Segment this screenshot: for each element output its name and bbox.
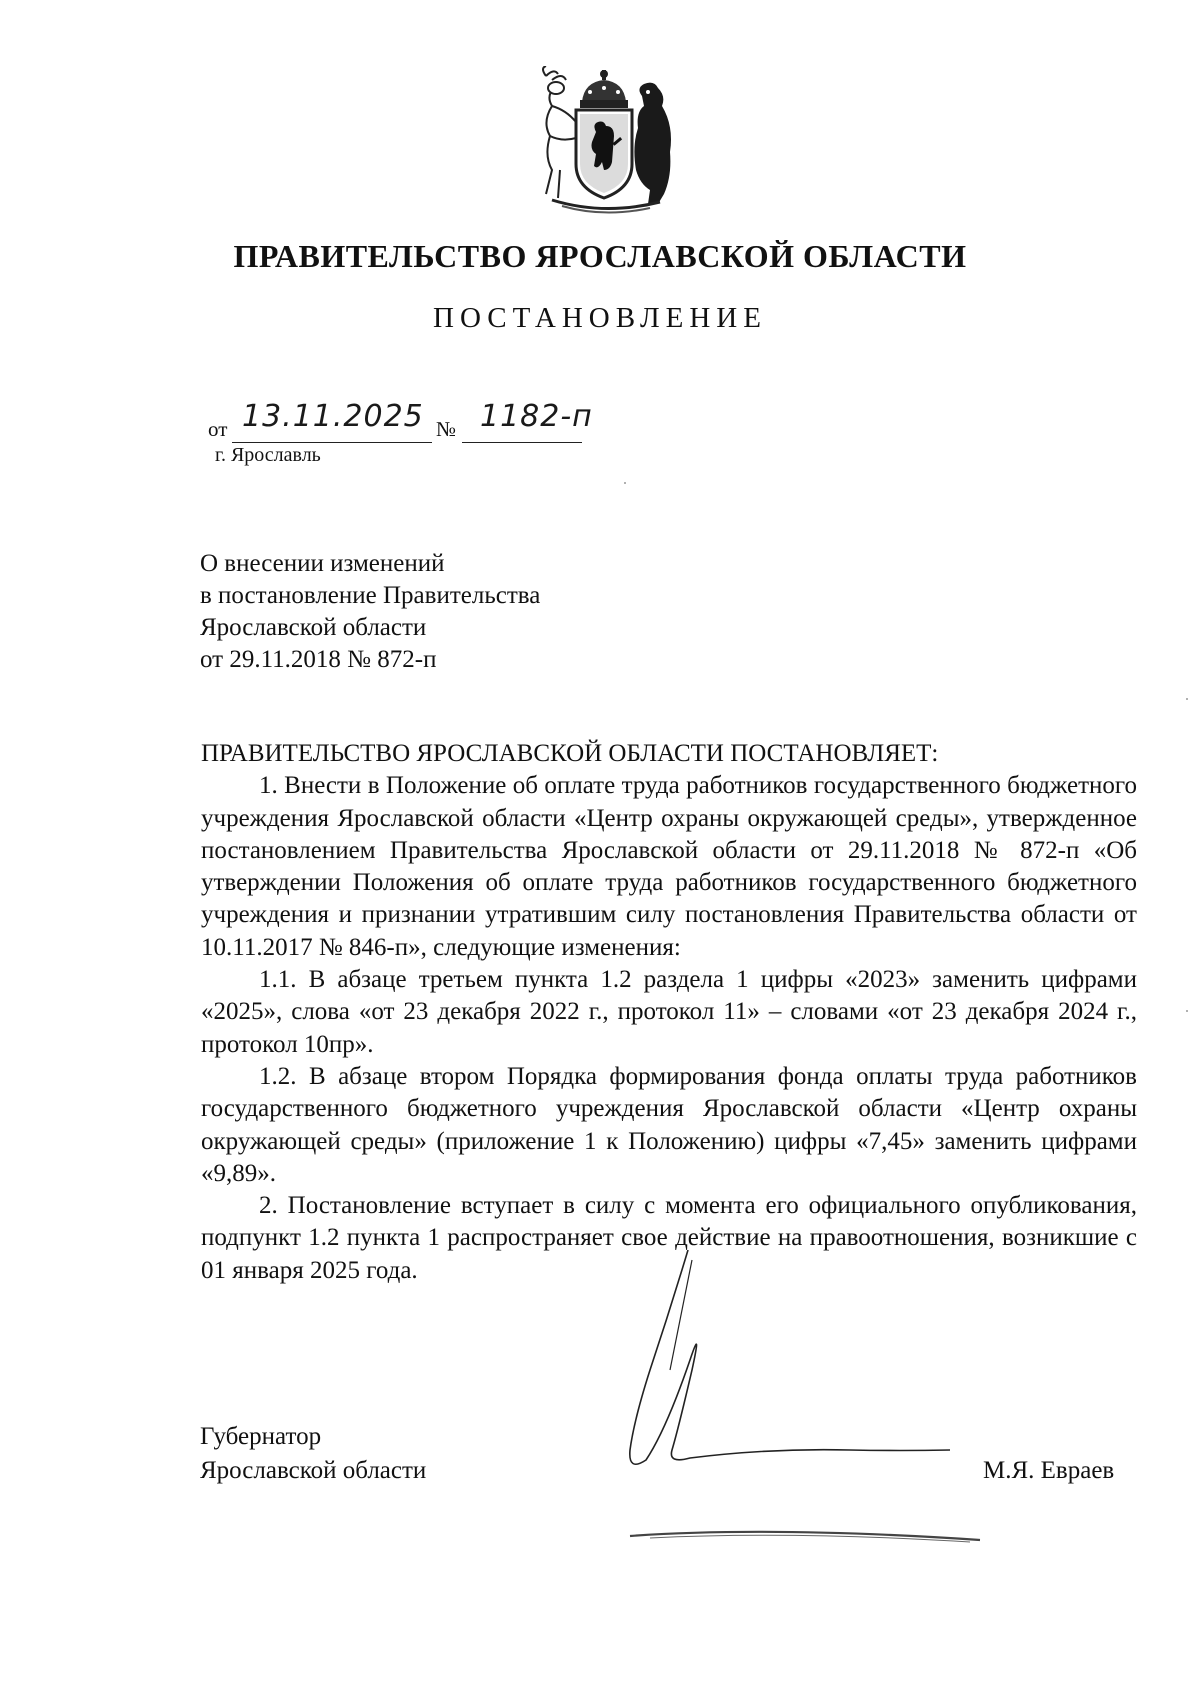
subject-line: в постановление Правительства — [200, 582, 541, 609]
city-name: г. Ярославль — [215, 444, 321, 466]
clause-1-2: 1.2. В абзаце втором Порядка формирования фонда оплаты труда работников государственного бюджетного учреждения Ярославской области «Центр охраны окружающей среды» (приложение 1 к Положению) цифры «7,45» заменить цифрами «9,89». — [201, 1062, 1137, 1187]
signer-position-line: Ярославской области — [200, 1457, 427, 1484]
subject-line: О внесении изменений — [200, 550, 445, 577]
coat-of-arms-emblem — [532, 66, 677, 216]
date-underline — [232, 442, 432, 443]
document-body — [201, 738, 1137, 1287]
signer-name: М.Я. Евраев — [983, 1457, 1115, 1484]
number-prefix: № — [436, 417, 457, 441]
subject-line: от 29.11.2018 № 872-п — [200, 646, 437, 673]
handwritten-signature — [570, 1250, 1030, 1580]
clause-2: 2. Постановление вступает в силу с момента его официального опубликования, подпункт 1.2 пункта 1 распространяет свое действие на правоотношения, возникшие с 01 января 2025 года. — [201, 1192, 1137, 1284]
document-subject — [200, 548, 540, 676]
number-value: 1182-п — [480, 399, 593, 434]
date-prefix: от — [208, 417, 228, 441]
resolution-lead: ПРАВИТЕЛЬСТВО ЯРОСЛАВСКОЙ ОБЛАСТИ ПОСТАНОВЛЯЕТ: — [201, 740, 939, 767]
clause-1: 1. Внести в Положение об оплате труда работников государственного бюджетного учреждения Ярославской области «Центр охраны окружающей среды», утвержденное постановлением Правительства Ярославской области от 29.11.2018 № 872-п «Об утверждении Положения об оплате труда работников государственного бюджетного учреждения и признании утратившим силу постановления Правительства области от 10.11.2017 № 846-п», следующие изменения: — [201, 772, 1137, 961]
scan-speck — [1186, 698, 1188, 700]
registration-line — [208, 399, 728, 445]
document-type: ПОСТАНОВЛЕНИЕ — [433, 302, 767, 334]
signer-position-line: Губернатор — [200, 1423, 322, 1450]
scan-speck — [624, 482, 626, 484]
scan-speck — [1186, 1010, 1188, 1012]
signer-position — [200, 1420, 426, 1488]
subject-line: Ярославской области — [200, 614, 427, 641]
number-underline — [462, 442, 582, 443]
government-title: ПРАВИТЕЛЬСТВО ЯРОСЛАВСКОЙ ОБЛАСТИ — [233, 238, 967, 274]
date-value: 13.11.2025 — [242, 399, 424, 434]
clause-1-1: 1.1. В абзаце третьем пункта 1.2 раздела 1 цифры «2023» заменить цифрами «2025», слова «от 23 декабря 2022 г., протокол 11» – словами «от 23 декабря 2024 г., протокол 10пр». — [201, 966, 1137, 1058]
